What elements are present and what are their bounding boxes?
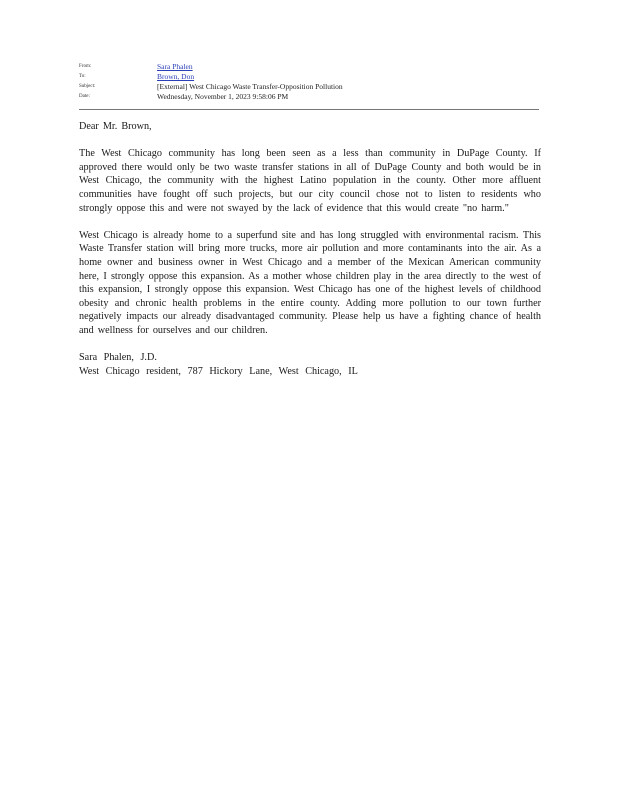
header-divider [79,109,539,110]
date-label: Date: [79,94,90,99]
header-row-from [79,62,539,72]
header-row-subject [79,82,539,92]
body-paragraph-2: West Chicago is already home to a superfund site and has long struggled with environmental racism. This Waste Transfer station will bring more trucks, more air pollution and more contaminants into the air. As a home owner and business owner in West Chicago and a member of the Mexican American community here, I strongly oppose this expansion. As a mother whose children play in the area directly to the west of this expansion, I strongly oppose this expansion. West Chicago has one of the highest levels of childhood obesity and chronic health problems in the entire county. Adding more pollution to our town further negatively impacts our already disadvantaged community. Please help us have a fighting chance of health and wellness for ourselves and our children. [79,229,541,336]
signature-name: Sara Phalen, J.D. [79,352,157,364]
email-header [79,62,539,102]
to-recipient-link[interactable]: Brown, Don [157,72,195,81]
header-row-date [79,92,539,102]
signature-address: West Chicago resident, 787 Hickory Lane, West Chicago, IL [79,365,358,377]
from-label: From: [79,64,92,69]
subject-value: [External] West Chicago Waste Transfer-Opposition Pollution [157,82,343,91]
header-row-to [79,72,539,82]
email-body [79,120,541,378]
to-label: To: [79,74,86,79]
subject-label: Subject: [79,84,96,89]
from-sender-link[interactable]: Sara Phalen [157,62,193,71]
body-paragraph-1: The West Chicago community has long been seen as a less than community in DuPage County. If approved there would only be two waste transfer stations in all of DuPage County and both would be in West Chicago, the community with the highest Latino population in the county. Other more affluent communities have fought off such projects, but our city council chose not to listen to residents who strongly oppose this and were not swayed by the lack of evidence that this would create "no harm." [79,148,541,214]
salutation: Dear Mr. Brown, [79,121,152,132]
date-value: Wednesday, November 1, 2023 9:58:06 PM [157,92,289,101]
